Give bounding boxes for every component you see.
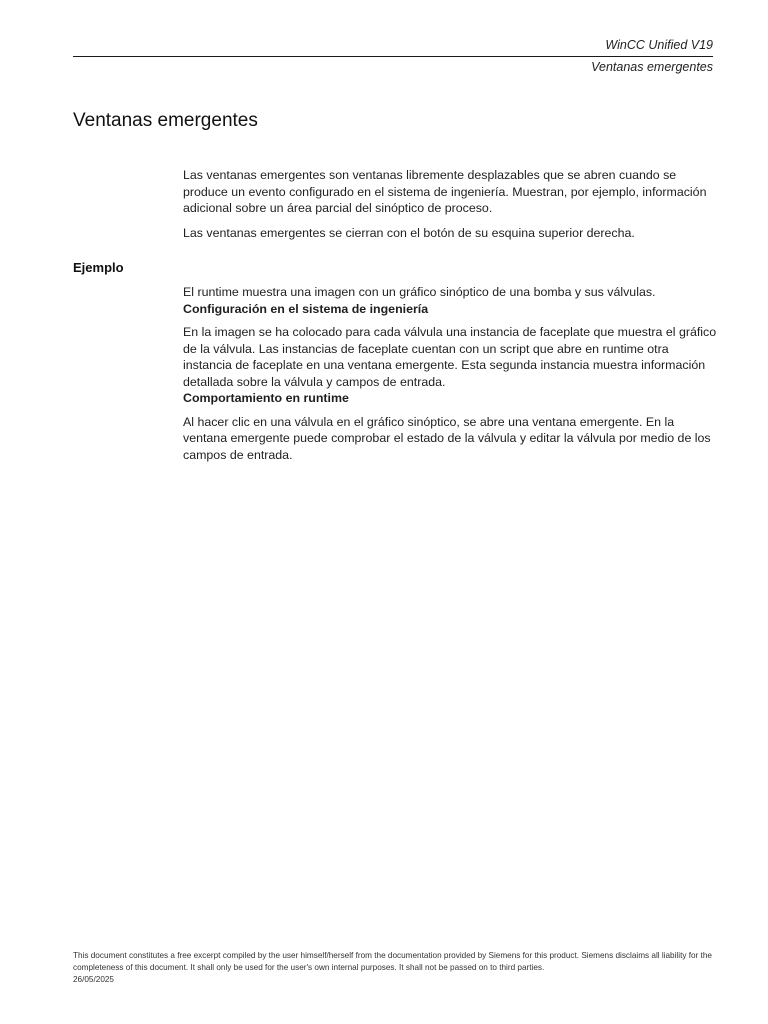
footer-disclaimer: This document constitutes a free excerpt compiled by the user himself/herself from the documentation provided by Siemens for this product. Siemens disclaims all liability for the completeness of this document. It shall only be used for the user's own internal purposes. It shall not be passed on to third parties. [73, 951, 712, 972]
page-footer [73, 950, 718, 986]
header-section-name: Ventanas emergentes [591, 60, 713, 74]
config-paragraph: En la imagen se ha colocado para cada válvula una instancia de faceplate que muestra el gráfico de la válvula. Las instancias de faceplate cuentan con un script que abre en runtime otra instancia de faceplate en una ventana emergente. Esta segunda instancia muestra información detallada sobre la válvula y campos de entrada. [183, 325, 717, 389]
header-product-name: WinCC Unified V19 [605, 38, 713, 52]
behavior-paragraph: Al hacer clic en una válvula en el gráfico sinóptico, se abre una ventana emergente. En la ventana emergente puede comprobar el estado de la válvula y editar la válvula por medio de los campos de entrada. [183, 414, 711, 462]
intro-paragraph-2: Las ventanas emergentes se cierran con el botón de su esquina superior derecha. [183, 225, 635, 240]
spacer [183, 317, 718, 324]
page-header [73, 36, 713, 76]
example-heading: Ejemplo [73, 260, 124, 275]
example-paragraph: El runtime muestra una imagen con un gráfico sinóptico de una bomba y sus válvulas. [183, 285, 656, 299]
example-section [183, 284, 718, 463]
intro-section [183, 167, 718, 241]
spacer [183, 407, 718, 414]
config-heading: Configuración en el sistema de ingeniería [183, 301, 429, 316]
behavior-heading: Comportamiento en runtime [183, 391, 349, 405]
header-divider [73, 56, 713, 57]
intro-paragraph-1: Las ventanas emergentes son ventanas libremente desplazables que se abren cuando se produce un evento configurado en el sistema de ingeniería. Muestran, por ejemplo, información adicional sobre un área parcial del sinóptico de proceso. [183, 168, 707, 215]
footer-date: 26/05/2025 [73, 975, 114, 984]
page-title: Ventanas emergentes [73, 110, 258, 131]
